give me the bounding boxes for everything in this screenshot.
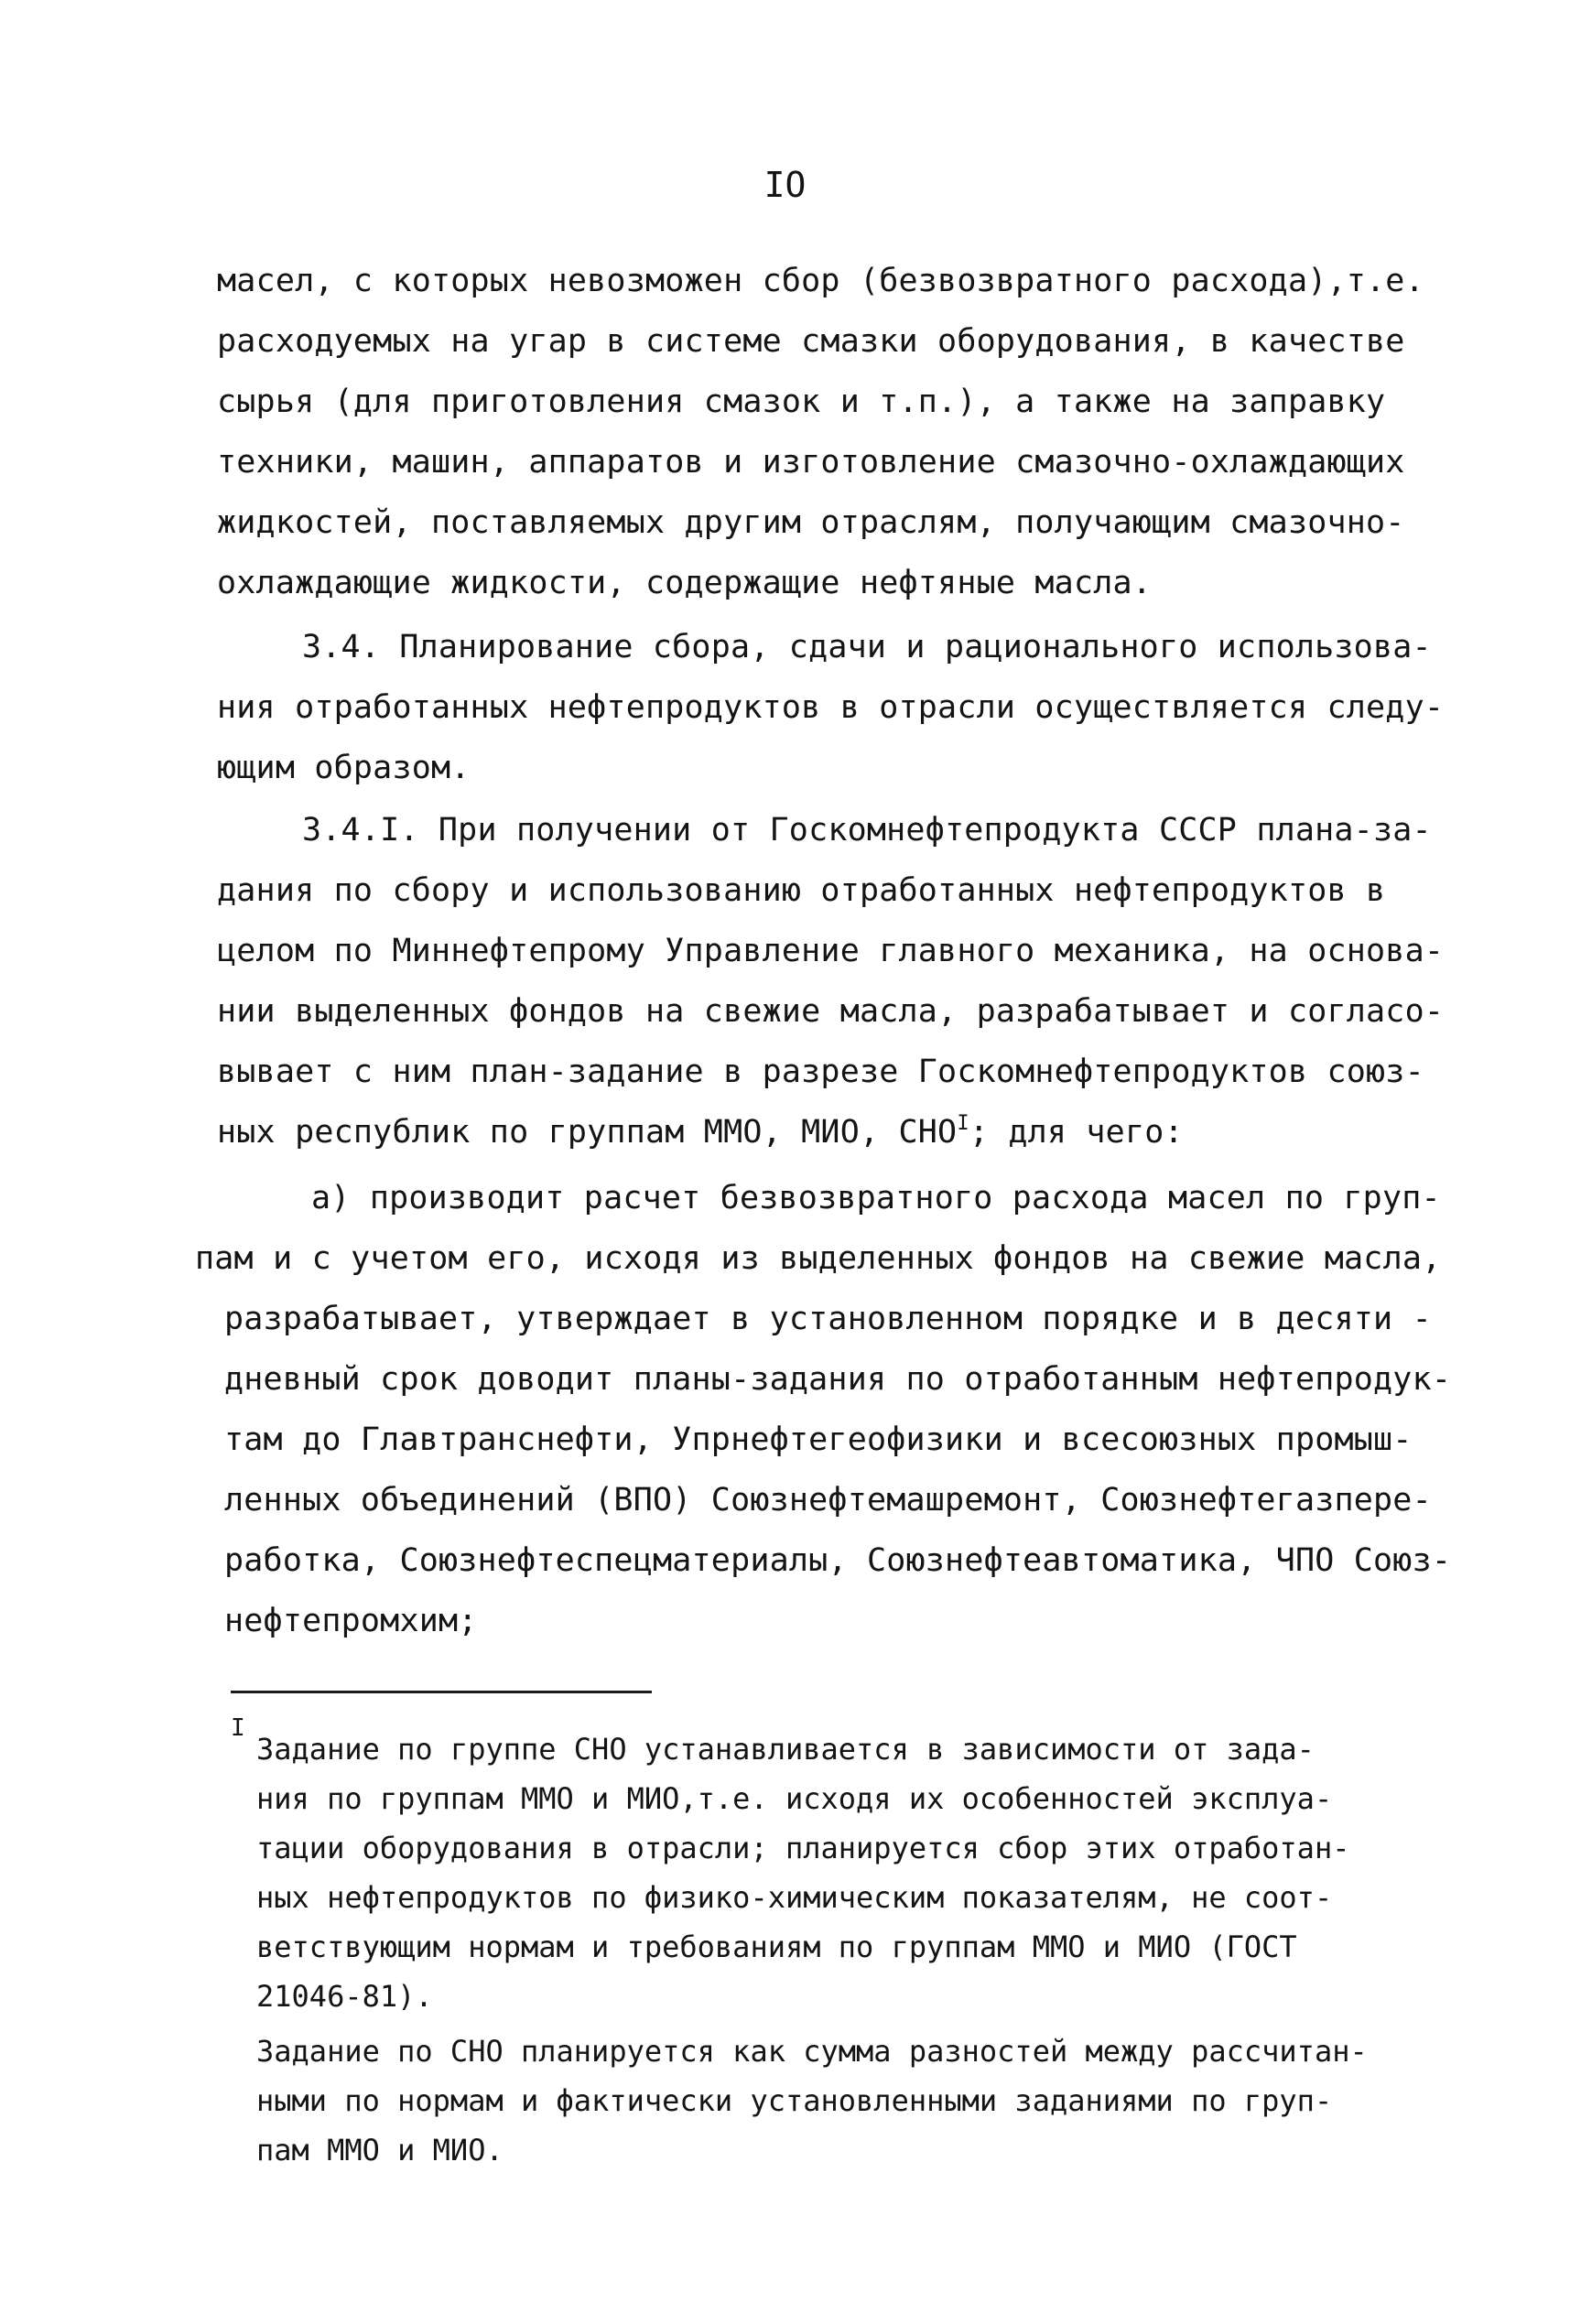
body-line: жидкостей, поставляемых другим отраслям, получающим смазочно-	[217, 504, 1405, 541]
footnote-separator	[231, 1691, 652, 1693]
body-line: работка, Союзнефтеспецматериалы, Союзнефтеавтоматика, ЧПО Союз-	[224, 1542, 1452, 1579]
footnote-line: Задание по группе СНО устанавливается в зависимости от зада-	[256, 1732, 1315, 1767]
footnote-line: ными по нормам и фактически установленными заданиями по груп-	[256, 2083, 1333, 2118]
body-line: вывает с ним план-задание в разрезе Госкомнефтепродуктов союз-	[217, 1054, 1424, 1090]
footnote-line: пам ММО и МИО.	[256, 2133, 503, 2167]
body-line: пам и с учетом его, исходя из выделенных фондов на свежие масла,	[195, 1240, 1442, 1277]
body-line: ния отработанных нефтепродуктов в отрасли осуществляется следу-	[217, 689, 1445, 726]
footnote-line: ния по группам ММО и МИО,т.е. исходя их особенностей эксплуа-	[256, 1781, 1333, 1816]
body-line: а) производит расчет безвозвратного расхода масел по груп-	[311, 1180, 1441, 1216]
body-line: охлаждающие жидкости, содержащие нефтяные масла.	[217, 565, 1153, 601]
body-line: целом по Миннефтепрому Управление главного механика, на основа-	[217, 933, 1445, 969]
body-line: 3.4.I. При получении от Госкомнефтепродукта СССР плана-за-	[302, 812, 1432, 849]
footnote-reference: I	[957, 1112, 969, 1135]
footnote-line: тации оборудования в отрасли; планируется сбор этих отработан-	[256, 1831, 1350, 1865]
body-line-with-footnote-ref	[217, 1109, 1184, 1155]
body-line-text: ных республик по группам ММО, МИО, СНО	[217, 1114, 958, 1151]
footnote-marker: I	[231, 1714, 245, 1742]
body-line: масел, с которых невозможен сбор (безвозвратного расхода),т.е.	[217, 263, 1424, 299]
body-line: ющим образом.	[217, 750, 471, 786]
body-line: там до Главтранснефти, Упрнефтегеофизики и всесоюзных промыш-	[224, 1421, 1413, 1458]
body-line: 3.4. Планирование сбора, сдачи и рационального использова-	[302, 629, 1432, 665]
body-line: расходуемых на угар в системе смазки оборудования, в качестве	[217, 323, 1405, 360]
body-line-text: ; для чего:	[969, 1114, 1184, 1151]
body-line: дневный срок доводит планы-задания по отработанным нефтепродук-	[224, 1361, 1452, 1398]
footnote-line: 21046-81).	[256, 1979, 433, 2014]
footnote-line: Задание по СНО планируется как сумма разностей между рассчитан-	[256, 2034, 1368, 2069]
page-number: IO	[763, 165, 807, 205]
body-line: нефтепромхим;	[224, 1603, 478, 1639]
body-line: разрабатывает, утверждает в установленном порядке и в десяти -	[224, 1301, 1432, 1337]
body-line: ленных объединений (ВПО) Союзнефтемашремонт, Союзнефтегазпере-	[224, 1482, 1432, 1519]
footnote-line: ных нефтепродуктов по физико-химическим показателям, не соот-	[256, 1880, 1333, 1915]
body-line: техники, машин, аппаратов и изготовление смазочно-охлаждающих	[217, 444, 1405, 481]
footnote-line: ветствующим нормам и требованиям по группам ММО и МИО (ГОСТ	[256, 1929, 1297, 1964]
body-line: нии выделенных фондов на свежие масла, разрабатывает и согласо-	[217, 993, 1445, 1030]
body-line: сырья (для приготовления смазок и т.п.), а также на заправку	[217, 384, 1386, 420]
body-line: дания по сбору и использованию отработанных нефтепродуктов в	[217, 872, 1386, 909]
